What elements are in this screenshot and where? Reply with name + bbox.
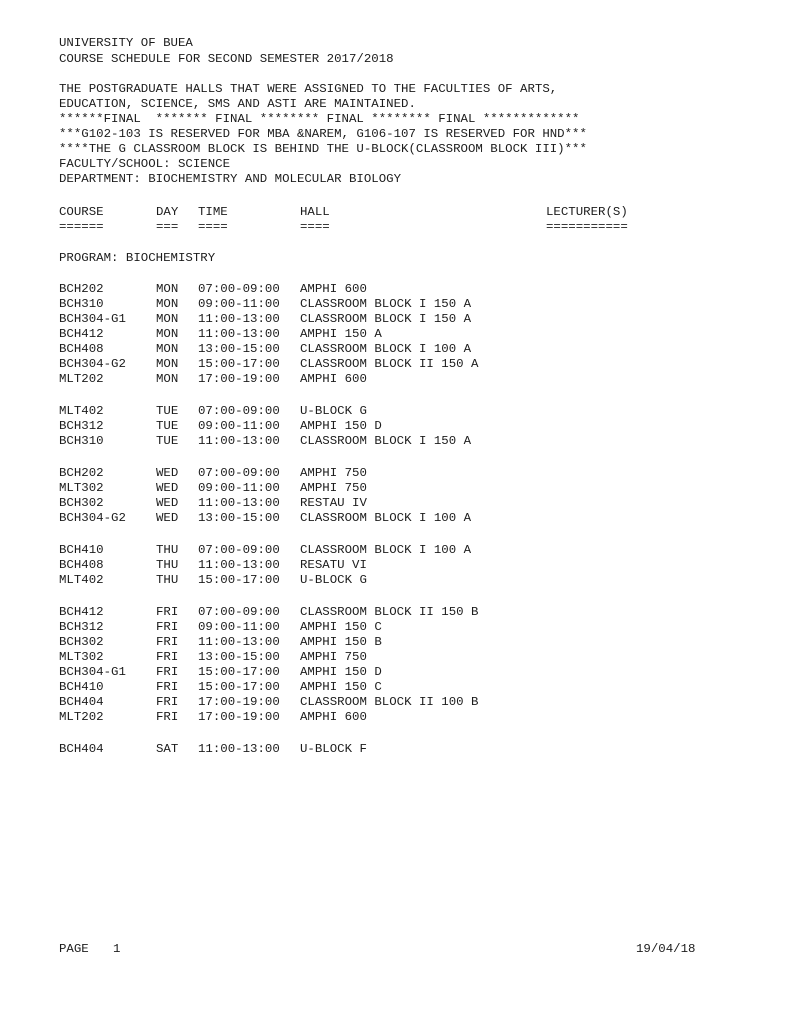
row-hall: CLASSROOM BLOCK II 150 A: [300, 357, 479, 371]
row-course: BCH410: [59, 543, 104, 557]
row-time: 17:00-19:00: [198, 695, 280, 709]
row-course: BCH312: [59, 419, 104, 433]
row-time: 11:00-13:00: [198, 742, 280, 756]
row-hall: U-BLOCK G: [300, 573, 367, 587]
row-hall: CLASSROOM BLOCK I 100 A: [300, 511, 472, 525]
row-course: BCH404: [59, 742, 104, 756]
row-hall: RESTAU IV: [300, 496, 367, 510]
row-course: BCH304-G1: [59, 665, 126, 679]
block-note: ****THE G CLASSROOM BLOCK IS BEHIND THE U-BLOCK(CLASSROOM BLOCK III)***: [59, 142, 587, 156]
row-day: WED: [156, 511, 179, 525]
row-day: WED: [156, 481, 179, 495]
row-time: 07:00-09:00: [198, 282, 280, 296]
row-hall: CLASSROOM BLOCK II 100 B: [300, 695, 479, 709]
row-hall: AMPHI 750: [300, 650, 367, 664]
row-day: MON: [156, 327, 179, 341]
row-time: 13:00-15:00: [198, 342, 280, 356]
row-day: FRI: [156, 680, 179, 694]
row-time: 11:00-13:00: [198, 496, 280, 510]
row-day: TUE: [156, 419, 179, 433]
row-course: BCH408: [59, 558, 104, 572]
row-time: 07:00-09:00: [198, 543, 280, 557]
row-day: THU: [156, 543, 179, 557]
row-day: THU: [156, 573, 179, 587]
row-time: 17:00-19:00: [198, 710, 280, 724]
row-day: WED: [156, 496, 179, 510]
row-time: 09:00-11:00: [198, 620, 280, 634]
row-time: 17:00-19:00: [198, 372, 280, 386]
row-time: 07:00-09:00: [198, 466, 280, 480]
row-hall: U-BLOCK F: [300, 742, 367, 756]
row-time: 09:00-11:00: [198, 481, 280, 495]
row-hall: AMPHI 750: [300, 481, 367, 495]
row-time: 11:00-13:00: [198, 635, 280, 649]
row-course: BCH302: [59, 496, 104, 510]
row-time: 11:00-13:00: [198, 312, 280, 326]
row-course: BCH304-G2: [59, 357, 126, 371]
row-course: MLT402: [59, 573, 104, 587]
row-course: BCH412: [59, 327, 104, 341]
row-day: MON: [156, 357, 179, 371]
university-name: UNIVERSITY OF BUEA: [59, 36, 193, 50]
row-course: MLT202: [59, 372, 104, 386]
final-banner: ******FINAL ******* FINAL ******** FINAL ******** FINAL *************: [59, 112, 580, 126]
row-course: MLT302: [59, 650, 104, 664]
row-hall: CLASSROOM BLOCK I 150 A: [300, 312, 472, 326]
faculty-label: FACULTY/SCHOOL: SCIENCE: [59, 157, 231, 171]
row-hall: AMPHI 600: [300, 282, 367, 296]
row-course: BCH304-G2: [59, 511, 126, 525]
column-header-lecturer: LECTURER(S): [546, 205, 628, 219]
column-header-time: TIME: [198, 205, 228, 219]
row-course: MLT202: [59, 710, 104, 724]
row-course: BCH310: [59, 297, 104, 311]
page-number: 1: [113, 942, 121, 956]
row-hall: U-BLOCK G: [300, 404, 367, 418]
column-rule-time: ====: [198, 220, 228, 234]
notice-line-2: EDUCATION, SCIENCE, SMS AND ASTI ARE MAINTAINED.: [59, 97, 416, 111]
row-time: 07:00-09:00: [198, 605, 280, 619]
row-course: BCH408: [59, 342, 104, 356]
row-hall: RESATU VI: [300, 558, 367, 572]
row-course: MLT402: [59, 404, 104, 418]
row-hall: AMPHI 600: [300, 372, 367, 386]
column-header-hall: HALL: [300, 205, 330, 219]
notice-line-1: THE POSTGRADUATE HALLS THAT WERE ASSIGNED TO THE FACULTIES OF ARTS,: [59, 82, 558, 96]
row-day: SAT: [156, 742, 179, 756]
row-day: FRI: [156, 710, 179, 724]
row-day: MON: [156, 342, 179, 356]
row-course: BCH302: [59, 635, 104, 649]
row-day: MON: [156, 297, 179, 311]
column-rule-lecturer: ===========: [546, 220, 628, 234]
row-course: BCH310: [59, 434, 104, 448]
row-day: MON: [156, 282, 179, 296]
row-hall: CLASSROOM BLOCK I 150 A: [300, 297, 472, 311]
row-time: 11:00-13:00: [198, 434, 280, 448]
row-day: FRI: [156, 695, 179, 709]
row-time: 13:00-15:00: [198, 650, 280, 664]
row-time: 15:00-17:00: [198, 573, 280, 587]
column-header-course: COURSE: [59, 205, 104, 219]
row-hall: AMPHI 150 C: [300, 680, 382, 694]
row-time: 15:00-17:00: [198, 357, 280, 371]
row-day: MON: [156, 372, 179, 386]
column-rule-day: ===: [156, 220, 179, 234]
row-course: BCH202: [59, 282, 104, 296]
row-hall: AMPHI 150 A: [300, 327, 382, 341]
row-course: BCH412: [59, 605, 104, 619]
row-time: 13:00-15:00: [198, 511, 280, 525]
program-label: PROGRAM: BIOCHEMISTRY: [59, 251, 216, 265]
row-hall: CLASSROOM BLOCK I 100 A: [300, 543, 472, 557]
row-time: 07:00-09:00: [198, 404, 280, 418]
row-day: FRI: [156, 635, 179, 649]
row-course: BCH304-G1: [59, 312, 126, 326]
print-date: 19/04/18: [636, 942, 696, 956]
row-hall: AMPHI 150 D: [300, 419, 382, 433]
department-label: DEPARTMENT: BIOCHEMISTRY AND MOLECULAR BIOLOGY: [59, 172, 402, 186]
page-label: PAGE: [59, 942, 89, 956]
column-header-day: DAY: [156, 205, 179, 219]
row-course: BCH404: [59, 695, 104, 709]
row-hall: AMPHI 150 B: [300, 635, 382, 649]
column-rule-hall: ====: [300, 220, 330, 234]
row-time: 15:00-17:00: [198, 665, 280, 679]
row-hall: CLASSROOM BLOCK I 100 A: [300, 342, 472, 356]
row-day: THU: [156, 558, 179, 572]
row-day: FRI: [156, 620, 179, 634]
row-time: 09:00-11:00: [198, 297, 280, 311]
row-time: 15:00-17:00: [198, 680, 280, 694]
row-hall: AMPHI 150 C: [300, 620, 382, 634]
row-course: BCH410: [59, 680, 104, 694]
row-day: TUE: [156, 434, 179, 448]
row-day: MON: [156, 312, 179, 326]
row-day: FRI: [156, 665, 179, 679]
column-rule-course: ======: [59, 220, 104, 234]
row-hall: CLASSROOM BLOCK I 150 A: [300, 434, 472, 448]
row-hall: CLASSROOM BLOCK II 150 B: [300, 605, 479, 619]
row-day: WED: [156, 466, 179, 480]
row-hall: AMPHI 600: [300, 710, 367, 724]
row-time: 09:00-11:00: [198, 419, 280, 433]
row-course: BCH202: [59, 466, 104, 480]
row-day: TUE: [156, 404, 179, 418]
row-hall: AMPHI 750: [300, 466, 367, 480]
row-hall: AMPHI 150 D: [300, 665, 382, 679]
row-time: 11:00-13:00: [198, 327, 280, 341]
schedule-title: COURSE SCHEDULE FOR SECOND SEMESTER 2017/2018: [59, 52, 394, 66]
row-day: FRI: [156, 650, 179, 664]
row-day: FRI: [156, 605, 179, 619]
row-course: BCH312: [59, 620, 104, 634]
reserved-note: ***G102-103 IS RESERVED FOR MBA &NAREM, G106-107 IS RESERVED FOR HND***: [59, 127, 587, 141]
row-time: 11:00-13:00: [198, 558, 280, 572]
row-course: MLT302: [59, 481, 104, 495]
